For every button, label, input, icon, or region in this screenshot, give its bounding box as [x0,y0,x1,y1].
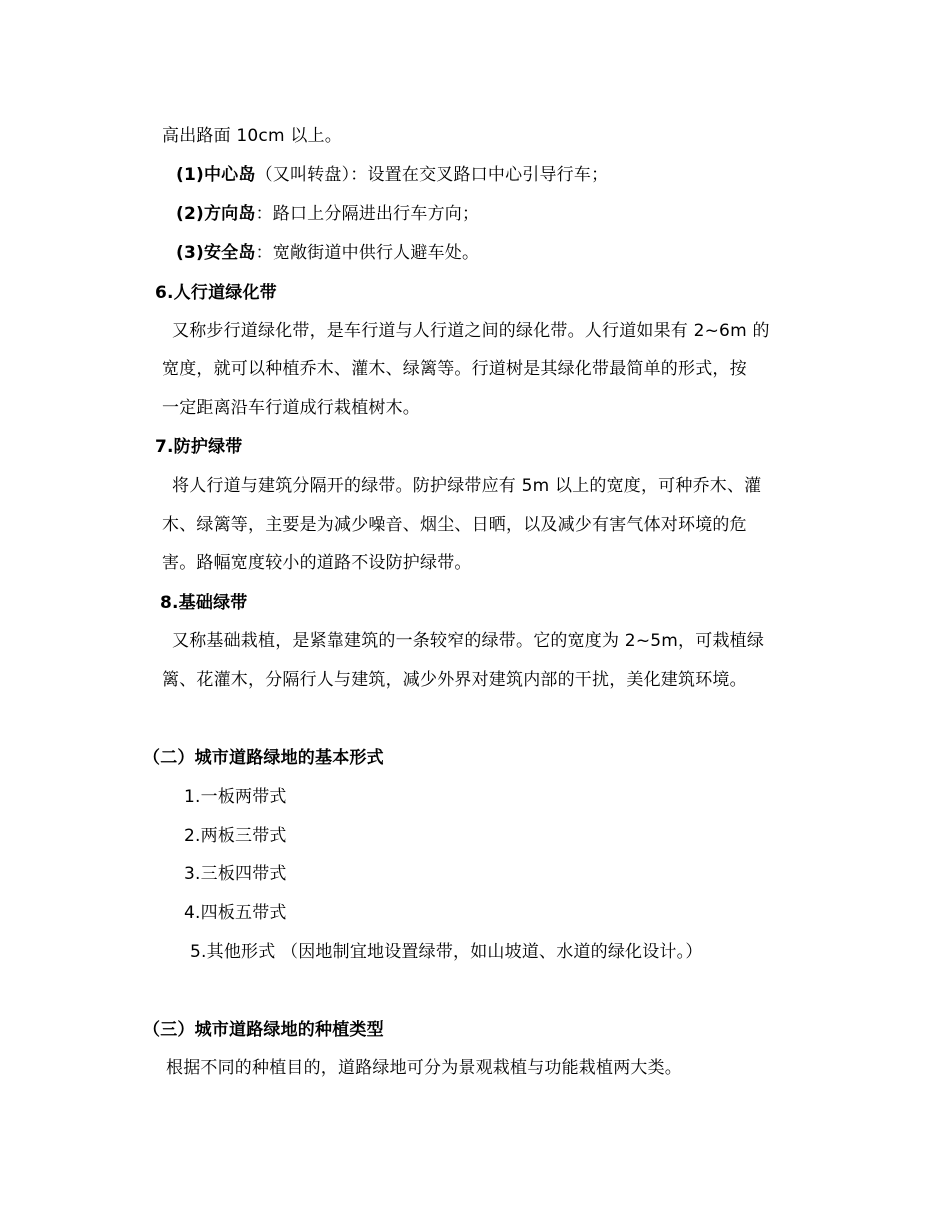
island-term: (3)安全岛 [176,243,256,263]
paragraph-line: 将人行道与建筑分隔开的绿带。防护绿带应有 5m 以上的宽度，可种乔木、灌 [172,476,762,496]
section-heading-7: 7.防护绿带 [155,437,243,457]
list-item: 5.其他形式 （因地制宜地设置绿带，如山坡道、水道的绿化设计。） [190,942,703,962]
paragraph-line: 一定距离沿车行道成行栽植树木。 [162,398,420,418]
island-term: (2)方向岛 [176,204,256,224]
island-item-1 [176,163,608,187]
paragraph-line: 篱、花灌木，分隔行人与建筑，减少外界对建筑内部的干扰，美化建筑环境。 [162,670,747,690]
list-item: 4.四板五带式 [184,903,287,923]
island-item-3 [176,241,479,265]
paragraph-line: 根据不同的种植目的，道路绿地可分为景观栽植与功能栽植两大类。 [166,1058,682,1078]
list-item: 1.一板两带式 [184,787,287,807]
section-heading-6: 6.人行道绿化带 [155,283,277,303]
paragraph-line: 宽度，就可以种植乔木、灌木、绿篱等。行道树是其绿化带最简单的形式，按 [162,359,747,379]
list-item: 2.两板三带式 [184,826,287,846]
island-desc: （又叫转盘）：设置在交叉路口中心引导行车； [255,165,609,185]
paragraph-line: 又称步行道绿化带，是车行道与人行道之间的绿化带。人行道如果有 2~6m 的 [172,321,770,341]
section-heading-planting: （三）城市道路绿地的种植类型 [143,1020,384,1040]
island-desc: ：宽敞街道中供行人避车处。 [255,243,480,263]
island-term: (1)中心岛 [176,165,256,185]
section-heading-forms: （二）城市道路绿地的基本形式 [143,748,384,768]
island-item-2 [176,202,479,226]
paragraph-line: 木、绿篱等，主要是为减少噪音、烟尘、日晒，以及减少有害气体对环境的危 [162,515,747,535]
list-item: 3.三板四带式 [184,864,287,884]
section-heading-8: 8.基础绿带 [160,593,248,613]
paragraph-line: 又称基础栽植，是紧靠建筑的一条较窄的绿带。它的宽度为 2~5m，可栽植绿 [172,631,765,651]
paragraph-line: 害。路幅宽度较小的道路不设防护绿带。 [162,553,472,573]
text-line: 高出路面 10cm 以上。 [162,126,342,146]
island-desc: ：路口上分隔进出行车方向； [255,204,480,224]
